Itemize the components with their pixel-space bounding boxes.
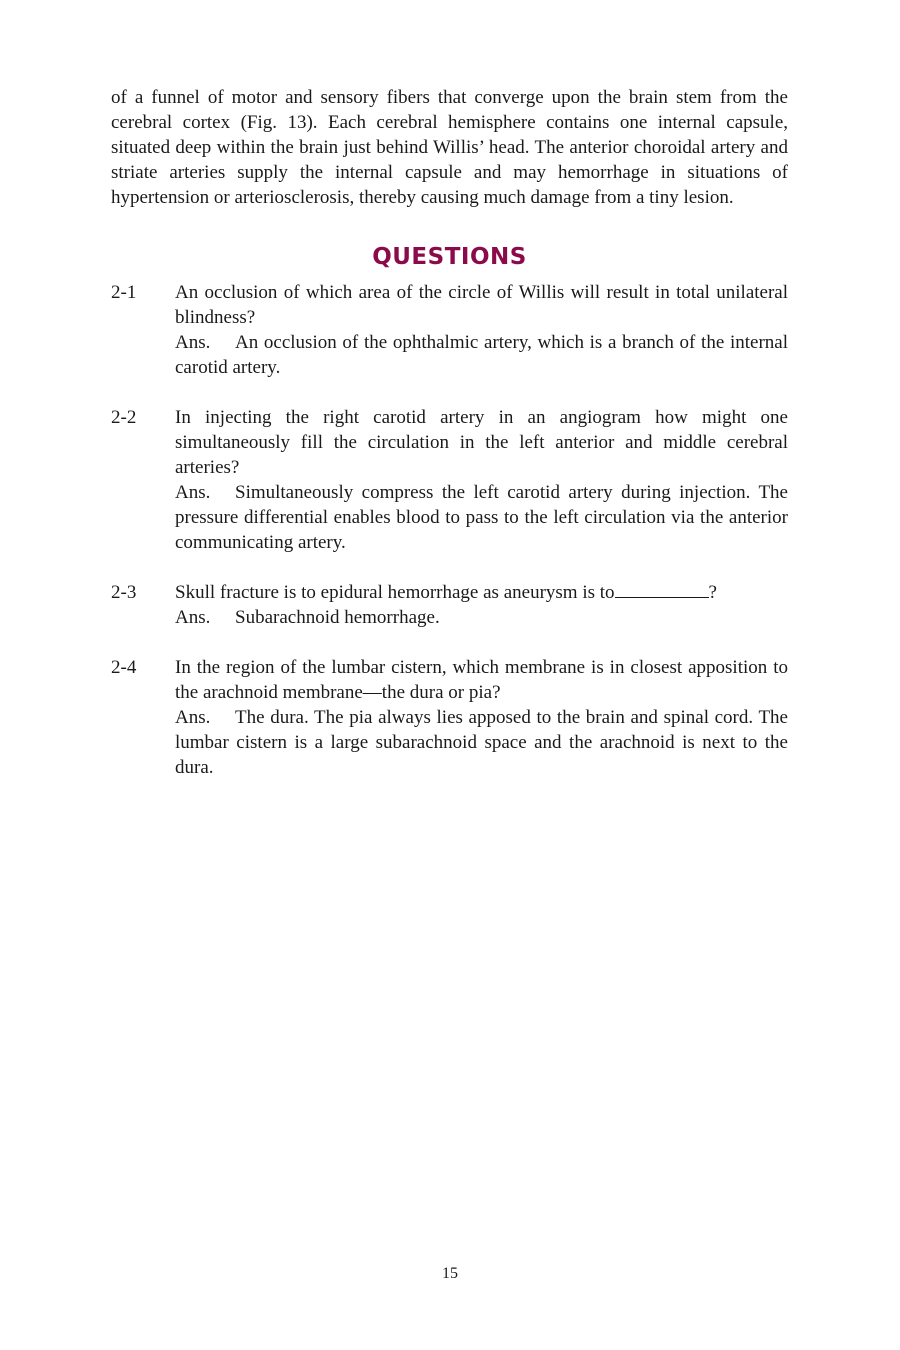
question-item (111, 405, 788, 555)
answer-text: Simultaneously compress the left carotid artery during injection. The pressure differential enables blood to pass to the left circulation via the anterior communicating artery. (175, 482, 788, 553)
answer-label: Ans. (175, 482, 211, 503)
question-text (175, 580, 788, 605)
question-text-start: Skull fracture is to epidural hemorrhage as aneurysm is to (175, 582, 615, 603)
question-text: In the region of the lumbar cistern, which membrane is in closest apposition to the arachnoid membrane—the dura or pia? (175, 657, 788, 703)
question-number: 2-2 (111, 407, 137, 428)
fill-in-blank (615, 581, 709, 598)
answer-label: Ans. (175, 707, 211, 728)
answer (175, 705, 788, 780)
question-text: In injecting the right carotid artery in an angiogram how might one simultaneously fill the circulation in the left anterior and middle cerebral arteries? (175, 407, 788, 478)
page-number: 15 (442, 1265, 458, 1282)
answer-text: The dura. The pia always lies apposed to the brain and spinal cord. The lumbar cistern is a large subarachnoid space and the arachnoid is next to the dura. (175, 707, 788, 778)
question-item (111, 280, 788, 380)
question-body (175, 280, 788, 380)
answer-text: An occlusion of the ophthalmic artery, which is a branch of the internal carotid artery. (175, 332, 788, 378)
question-body (175, 655, 788, 780)
intro-paragraph: of a funnel of motor and sensory fibers that converge upon the brain stem from the cerebral cortex (Fig. 13). Each cerebral hemisphere contains one internal capsule, situated deep within the brain just behind Willis’ head. The anterior choroidal artery and striate arteries supply the internal capsule and may hemorrhage in situations of hypertension or arteriosclerosis, thereby causing much damage from a tiny lesion. (111, 87, 788, 208)
section-heading: QUESTIONS (372, 244, 527, 270)
answer (175, 605, 788, 630)
question-text-end: ? (708, 582, 717, 603)
page-content (111, 85, 788, 805)
answer-label: Ans. (175, 332, 211, 353)
answer-label: Ans. (175, 607, 211, 628)
question-item (111, 580, 788, 630)
question-number: 2-4 (111, 657, 137, 678)
question-number: 2-3 (111, 582, 137, 603)
answer-text: Subarachnoid hemorrhage. (235, 607, 440, 628)
question-body (175, 580, 788, 630)
question-number: 2-1 (111, 282, 137, 303)
question-text: An occlusion of which area of the circle of Willis will result in total unilateral blindness? (175, 282, 788, 328)
question-item (111, 655, 788, 780)
answer (175, 480, 788, 555)
answer (175, 330, 788, 380)
question-body (175, 405, 788, 555)
